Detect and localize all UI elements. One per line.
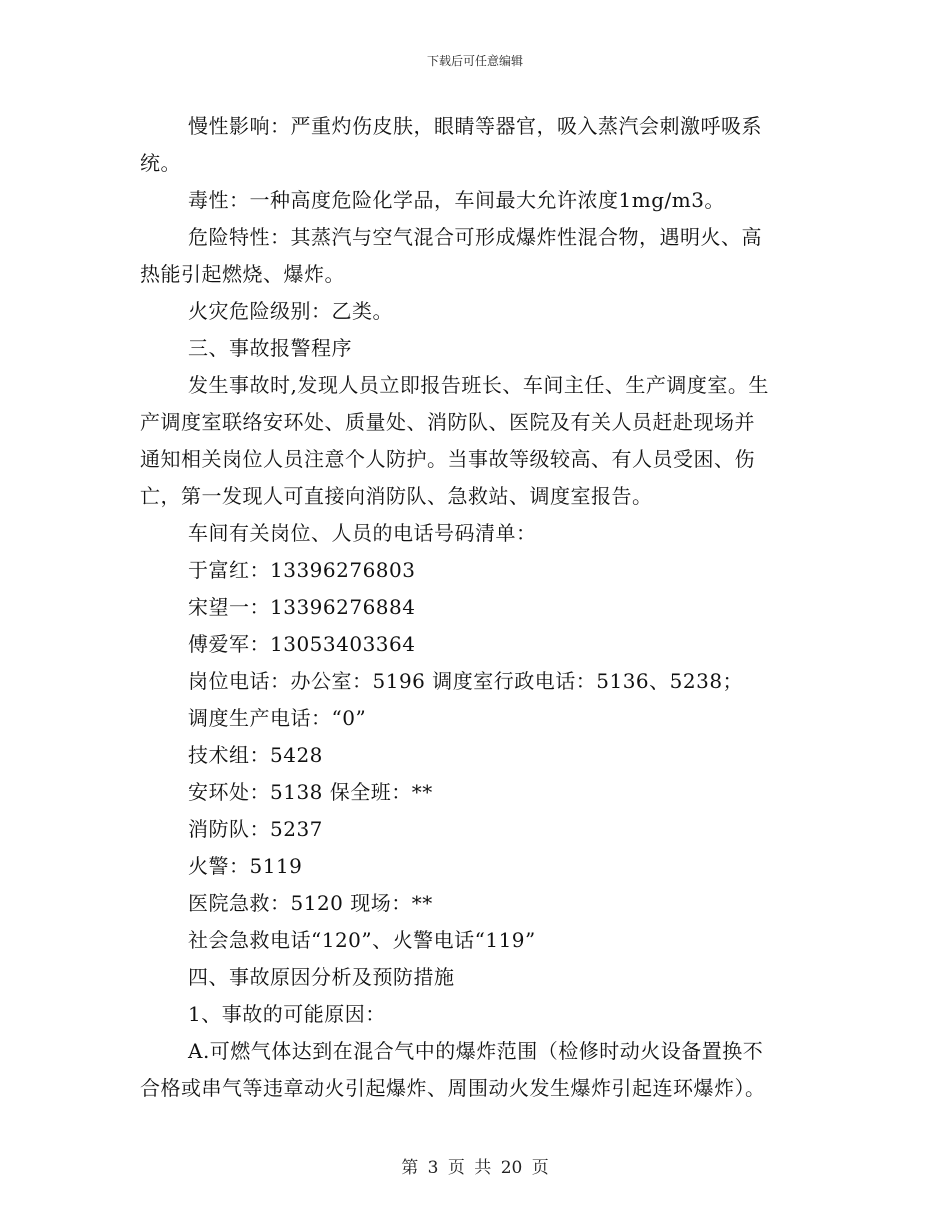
page-header: 下载后可任意编辑 xyxy=(426,54,523,68)
contact-line: 火警：5119 xyxy=(188,854,303,878)
paragraph-line: 热能引起燃烧、爆炸。 xyxy=(140,262,345,286)
paragraph-line: 危险特性：其蒸汽与空气混合可形成爆炸性混合物，遇明火、高 xyxy=(188,225,762,249)
paragraph-line: 发生事故时,发现人员立即报告班长、车间主任、生产调度室。生 xyxy=(188,373,769,397)
contact-line: 医院急救：5120 现场：** xyxy=(188,891,433,915)
contact-line: 社会急救电话“120”、火警电话“119” xyxy=(188,928,536,952)
contact-line: 调度生产电话：“0” xyxy=(188,706,367,730)
contact-line: 安环处：5138 保全班：** xyxy=(188,780,433,804)
contact-line: 岗位电话：办公室：5196 调度室行政电话：5136、5238； xyxy=(188,669,744,693)
paragraph-line: 毒性：一种高度危险化学品，车间最大允许浓度1mg/m3。 xyxy=(188,188,725,212)
paragraph-line: 统。 xyxy=(140,151,181,175)
page-number: 第 3 页 共 20 页 xyxy=(401,1158,549,1178)
section-heading: 四、事故原因分析及预防措施 xyxy=(188,965,455,989)
contact-line: 消防队：5237 xyxy=(188,817,323,841)
paragraph-line: 火灾危险级别：乙类。 xyxy=(188,299,393,323)
subsection-heading: 1、事故的可能原因： xyxy=(188,1002,386,1026)
contact-line: 于富红：13396276803 xyxy=(188,558,416,582)
paragraph-line: A.可燃气体达到在混合气中的爆炸范围（检修时动火设备置换不 xyxy=(188,1039,764,1063)
paragraph-line: 合格或串气等违章动火引起爆炸、周围动火发生爆炸引起连环爆炸）。 xyxy=(140,1076,766,1100)
section-heading: 三、事故报警程序 xyxy=(188,336,352,360)
paragraph-line: 亡，第一发现人可直接向消防队、急救站、调度室报告。 xyxy=(140,484,653,508)
paragraph-line: 慢性影响：严重灼伤皮肤，眼睛等器官，吸入蒸汽会刺激呼吸系 xyxy=(188,114,762,138)
document-body xyxy=(140,108,810,1107)
paragraph-line: 产调度室联络安环处、质量处、消防队、医院及有关人员赶赴现场并 xyxy=(140,410,755,434)
contact-line: 技术组：5428 xyxy=(188,743,323,767)
paragraph-line: 通知相关岗位人员注意个人防护。当事故等级较高、有人员受困、伤 xyxy=(140,447,755,471)
contact-line: 宋望一：13396276884 xyxy=(188,595,416,619)
paragraph-line: 车间有关岗位、人员的电话号码清单： xyxy=(188,521,537,545)
contact-line: 傅爱军：13053403364 xyxy=(188,632,416,656)
